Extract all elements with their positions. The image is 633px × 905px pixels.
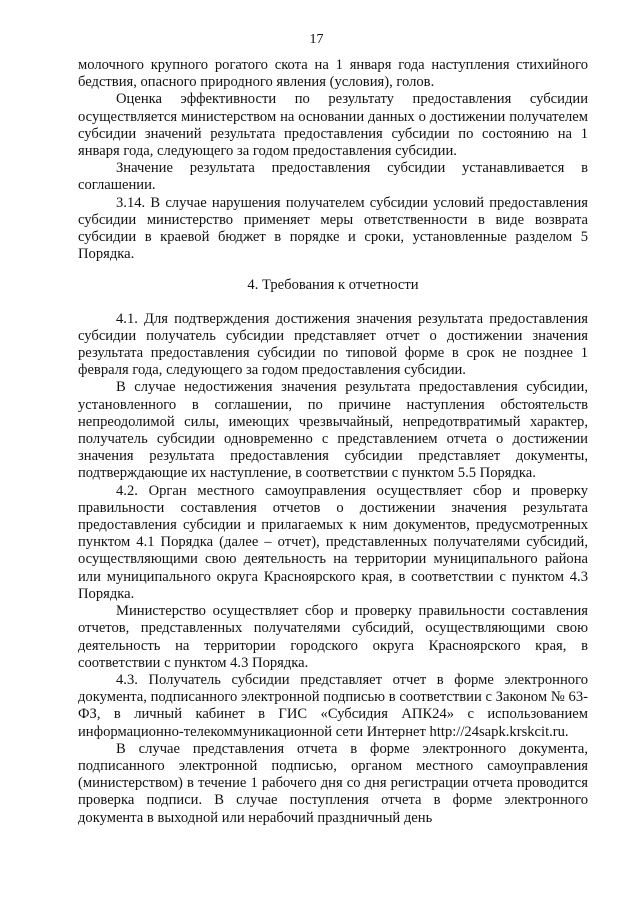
paragraph-3-14: 3.14. В случае нарушения получателем субсидии условий предоставления субсидии министерство применяет меры ответственности в виде возврата субсидии в краевой бюджет в порядке и сроки, установленные разделом 5 Порядка. <box>78 194 588 263</box>
paragraph-continuation: молочного крупного рогатого скота на 1 января года наступления стихийного бедствия, опасного природного явления (условия), голов. <box>78 57 588 91</box>
section-heading: 4. Требования к отчетности <box>247 277 419 294</box>
paragraph-ministry-check: Министерство осуществляет сбор и проверку правильности составления отчетов, представленных получателями субсидий, осуществляющими свою деятельность на территории городского округа Красноярского края, в соответствии с пунктом 4.3 Порядка. <box>78 603 588 671</box>
paragraph-electronic-document: В случае представления отчета в форме электронного документа, подписанного электронной подписью, органом местного самоуправления (министерством) в течение 1 рабочего дня со дня регистрации отчета проводится проверка подписи. В случае поступления отчета в форме электронного документа в выходной или нерабочий праздничный день <box>78 740 588 826</box>
paragraph-evaluation: Оценка эффективности по результату предоставления субсидии осуществляется министерством на основании данных о достижении получателем субсидии значений результата предоставления субсидии по состоянию на 1 января года, следующего за годом предоставления субсидии. <box>78 91 588 160</box>
paragraph-4-1: 4.1. Для подтверждения достижения значения результата предоставления субсидии получатель субсидии представляет отчет о достижении значения результата предоставления субсидии по типовой форме в срок не позднее 1 февраля года, следующего за годом предоставления субсидии. <box>78 310 588 379</box>
page-number: 17 <box>309 32 324 47</box>
paragraph-4-3: 4.3. Получатель субсидии представляет отчет в форме электронного документа, подписанного электронной подписью в соответствии с Законом № 63-ФЗ, в личный кабинет в ГИС «Субсидия АПК24» с использованием информационно-телекоммуникационной сети Интернет http://24sapk.krskcit.ru. <box>78 671 588 740</box>
paragraph-4-2: 4.2. Орган местного самоуправления осуществляет сбор и проверку правильности составления отчетов о достижении значения результата предоставления субсидии и прилагаемых к ним документов, предусмотренных пунктом 4.1 Порядка (далее – отчет), представленных получателями субсидий, осуществляющими свою деятельность на территории муниципального района или муниципального округа Красноярского края, в соответствии с пунктом 4.3 Порядка. <box>78 482 588 602</box>
paragraph-result-value: Значение результата предоставления субсидии устанавливается в соглашении. <box>78 160 588 194</box>
paragraph-force-majeure: В случае недостижения значения результата предоставления субсидии, установленного в соглашении, по причине наступления обстоятельств непреодолимой силы, имеющих чрезвычайный, непредотвратимый характер, получатель субсидии одновременно с представлением отчета о достижении значения результата предоставления субсидии представляет документы, подтверждающие их наступление, в соответствии с пунктом 5.5 Порядка. <box>78 379 588 482</box>
document-body <box>78 57 588 827</box>
